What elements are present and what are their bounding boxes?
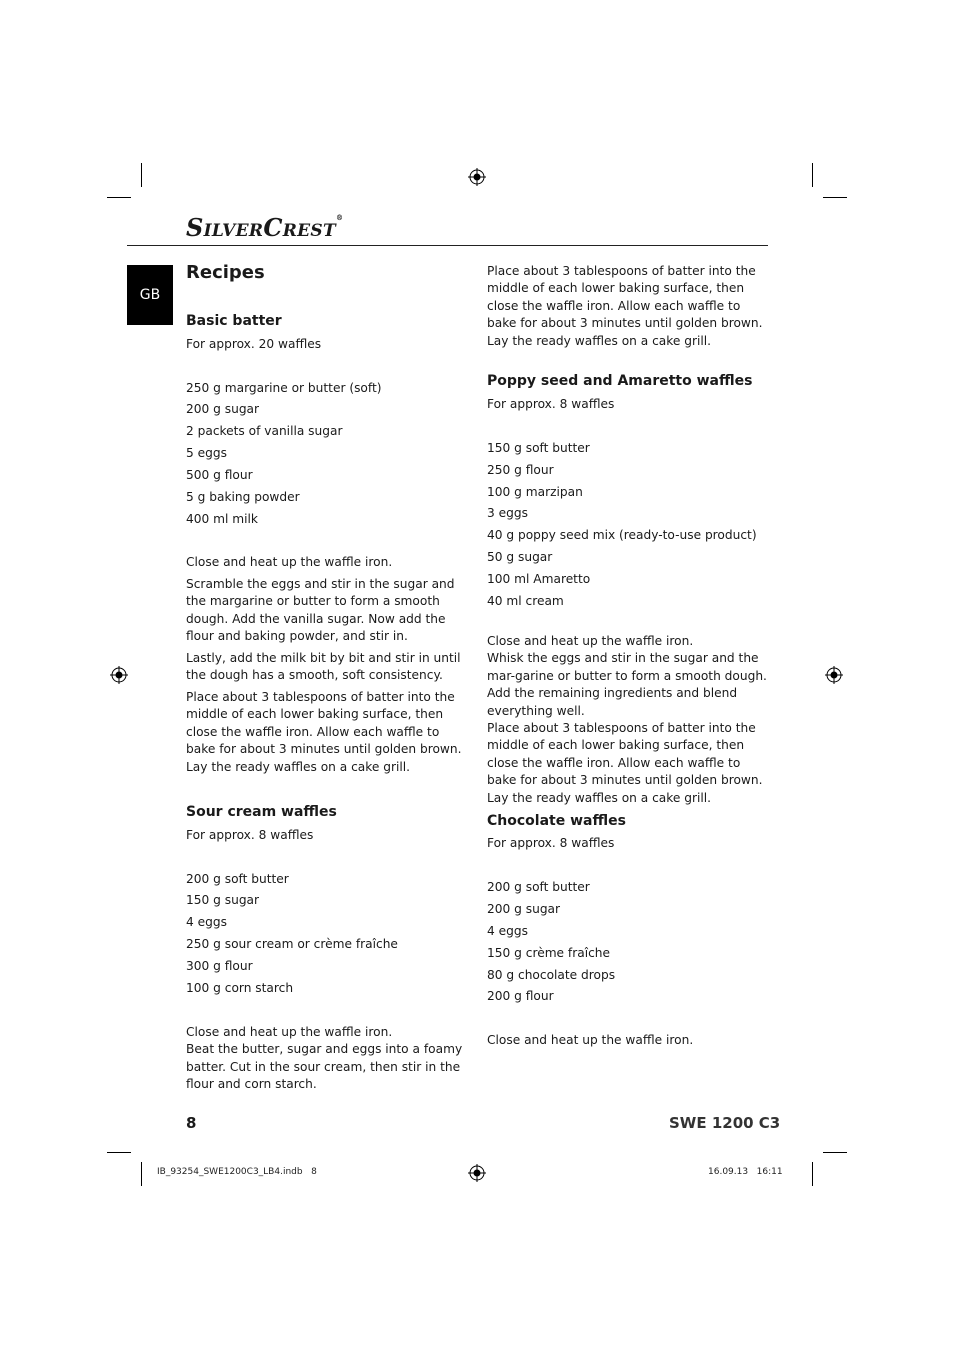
- model-number: SWE 1200 C3: [669, 1114, 781, 1132]
- ingredient: 100 ml Amaretto: [487, 572, 591, 586]
- ingredient: 150 g soft butter: [487, 441, 590, 455]
- crop-mark: [823, 1152, 847, 1153]
- header-rule: [127, 245, 768, 246]
- yield-text: For approx. 20 waffles: [186, 337, 322, 351]
- ingredient: 2 packets of vanilla sugar: [186, 424, 343, 438]
- section-title: Sour cream waffles: [186, 804, 337, 820]
- step-text: Close and heat up the waffle iron.: [186, 555, 393, 569]
- crop-mark: [812, 163, 813, 187]
- section-title: Chocolate waffles: [487, 813, 626, 829]
- ingredient: 4 eggs: [186, 915, 227, 929]
- step-text: Scramble the eggs and stir in the sugar and the margarine or butter to form a smooth dough. Add the vanilla sugar. Now add the flour and baking powder, and stir in.: [186, 577, 455, 644]
- ingredient: 5 g baking powder: [186, 490, 300, 504]
- step-text: Place about 3 tablespoons of batter into the middle of each lower baking surface, then close the waffle iron. Allow each waffle to bake for about 3 minutes until golden brown. Lay the ready waffles on a cake grill.: [487, 264, 763, 348]
- language-tab: GB: [127, 265, 173, 325]
- ingredient: 80 g chocolate drops: [487, 968, 616, 982]
- ingredient: 100 g corn starch: [186, 981, 294, 995]
- brand-logo: SILVERCREST®: [186, 213, 344, 242]
- ingredient: 50 g sugar: [487, 550, 553, 564]
- crop-mark: [812, 1162, 813, 1186]
- registration-mark-icon: [110, 666, 128, 684]
- step-text: Close and heat up the waffle iron. Beat the butter, sugar and eggs into a foamy batter. Cut in the sour cream, then stir in the flour and corn starch.: [186, 1025, 463, 1092]
- ingredient: 200 g sugar: [487, 902, 561, 916]
- page-title: Recipes: [186, 262, 265, 283]
- ingredient: 150 g sugar: [186, 893, 260, 907]
- ingredient: 40 ml cream: [487, 594, 564, 608]
- step-text: Close and heat up the waffle iron.: [487, 1033, 694, 1047]
- ingredient: 100 g marzipan: [487, 485, 583, 499]
- yield-text: For approx. 8 waffles: [487, 836, 615, 850]
- step-text: Place about 3 tablespoons of batter into the middle of each lower baking surface, then close the waffle iron. Allow each waffle to bake for about 3 minutes until golden brown. Lay the ready waffles on a cake grill.: [186, 690, 462, 774]
- registration-mark-icon: [468, 1164, 486, 1182]
- ingredient: 250 g sour cream or crème fraîche: [186, 937, 398, 951]
- crop-mark: [141, 1162, 142, 1186]
- print-file-info: IB_93254_SWE1200C3_LB4.indb 8: [157, 1167, 317, 1177]
- ingredient: 500 g flour: [186, 468, 253, 482]
- ingredient: 250 g margarine or butter (soft): [186, 381, 382, 395]
- ingredient: 200 g soft butter: [186, 872, 289, 886]
- ingredient: 150 g crème fraîche: [487, 946, 611, 960]
- registration-mark-icon: [468, 168, 486, 186]
- step-text: Lastly, add the milk bit by bit and stir in until the dough has a smooth, soft consistency.: [186, 651, 461, 683]
- registration-mark-icon: [825, 666, 843, 684]
- yield-text: For approx. 8 waffles: [186, 828, 314, 842]
- page-number: 8: [186, 1114, 197, 1132]
- crop-mark: [107, 1152, 131, 1153]
- ingredient: 200 g soft butter: [487, 880, 590, 894]
- ingredient: 5 eggs: [186, 446, 227, 460]
- yield-text: For approx. 8 waffles: [487, 397, 615, 411]
- ingredient: 400 ml milk: [186, 512, 258, 526]
- step-text: Close and heat up the waffle iron. Whisk the eggs and stir in the sugar and the mar-garine or butter to form a smooth dough. Add the remaining ingredients and blend everything well. Place about 3 tablespoons of batter into the middle of each lower baking surface, then close the waffle iron. Allow each waffle to bake for about 3 minutes until golden brown. Lay the ready waffles on a cake grill.: [487, 634, 767, 805]
- crop-mark: [823, 197, 847, 198]
- ingredient: 3 eggs: [487, 506, 528, 520]
- crop-mark: [107, 197, 131, 198]
- ingredient: 200 g sugar: [186, 402, 260, 416]
- ingredient: 250 g flour: [487, 463, 554, 477]
- ingredient: 4 eggs: [487, 924, 528, 938]
- ingredient: 300 g flour: [186, 959, 253, 973]
- ingredient: 200 g flour: [487, 989, 554, 1003]
- print-date-info: 16.09.13 16:11: [708, 1167, 783, 1177]
- crop-mark: [141, 163, 142, 187]
- ingredient: 40 g poppy seed mix (ready-to-use product): [487, 528, 757, 542]
- section-title: Basic batter: [186, 313, 282, 329]
- section-title: Poppy seed and Amaretto waffles: [487, 373, 753, 389]
